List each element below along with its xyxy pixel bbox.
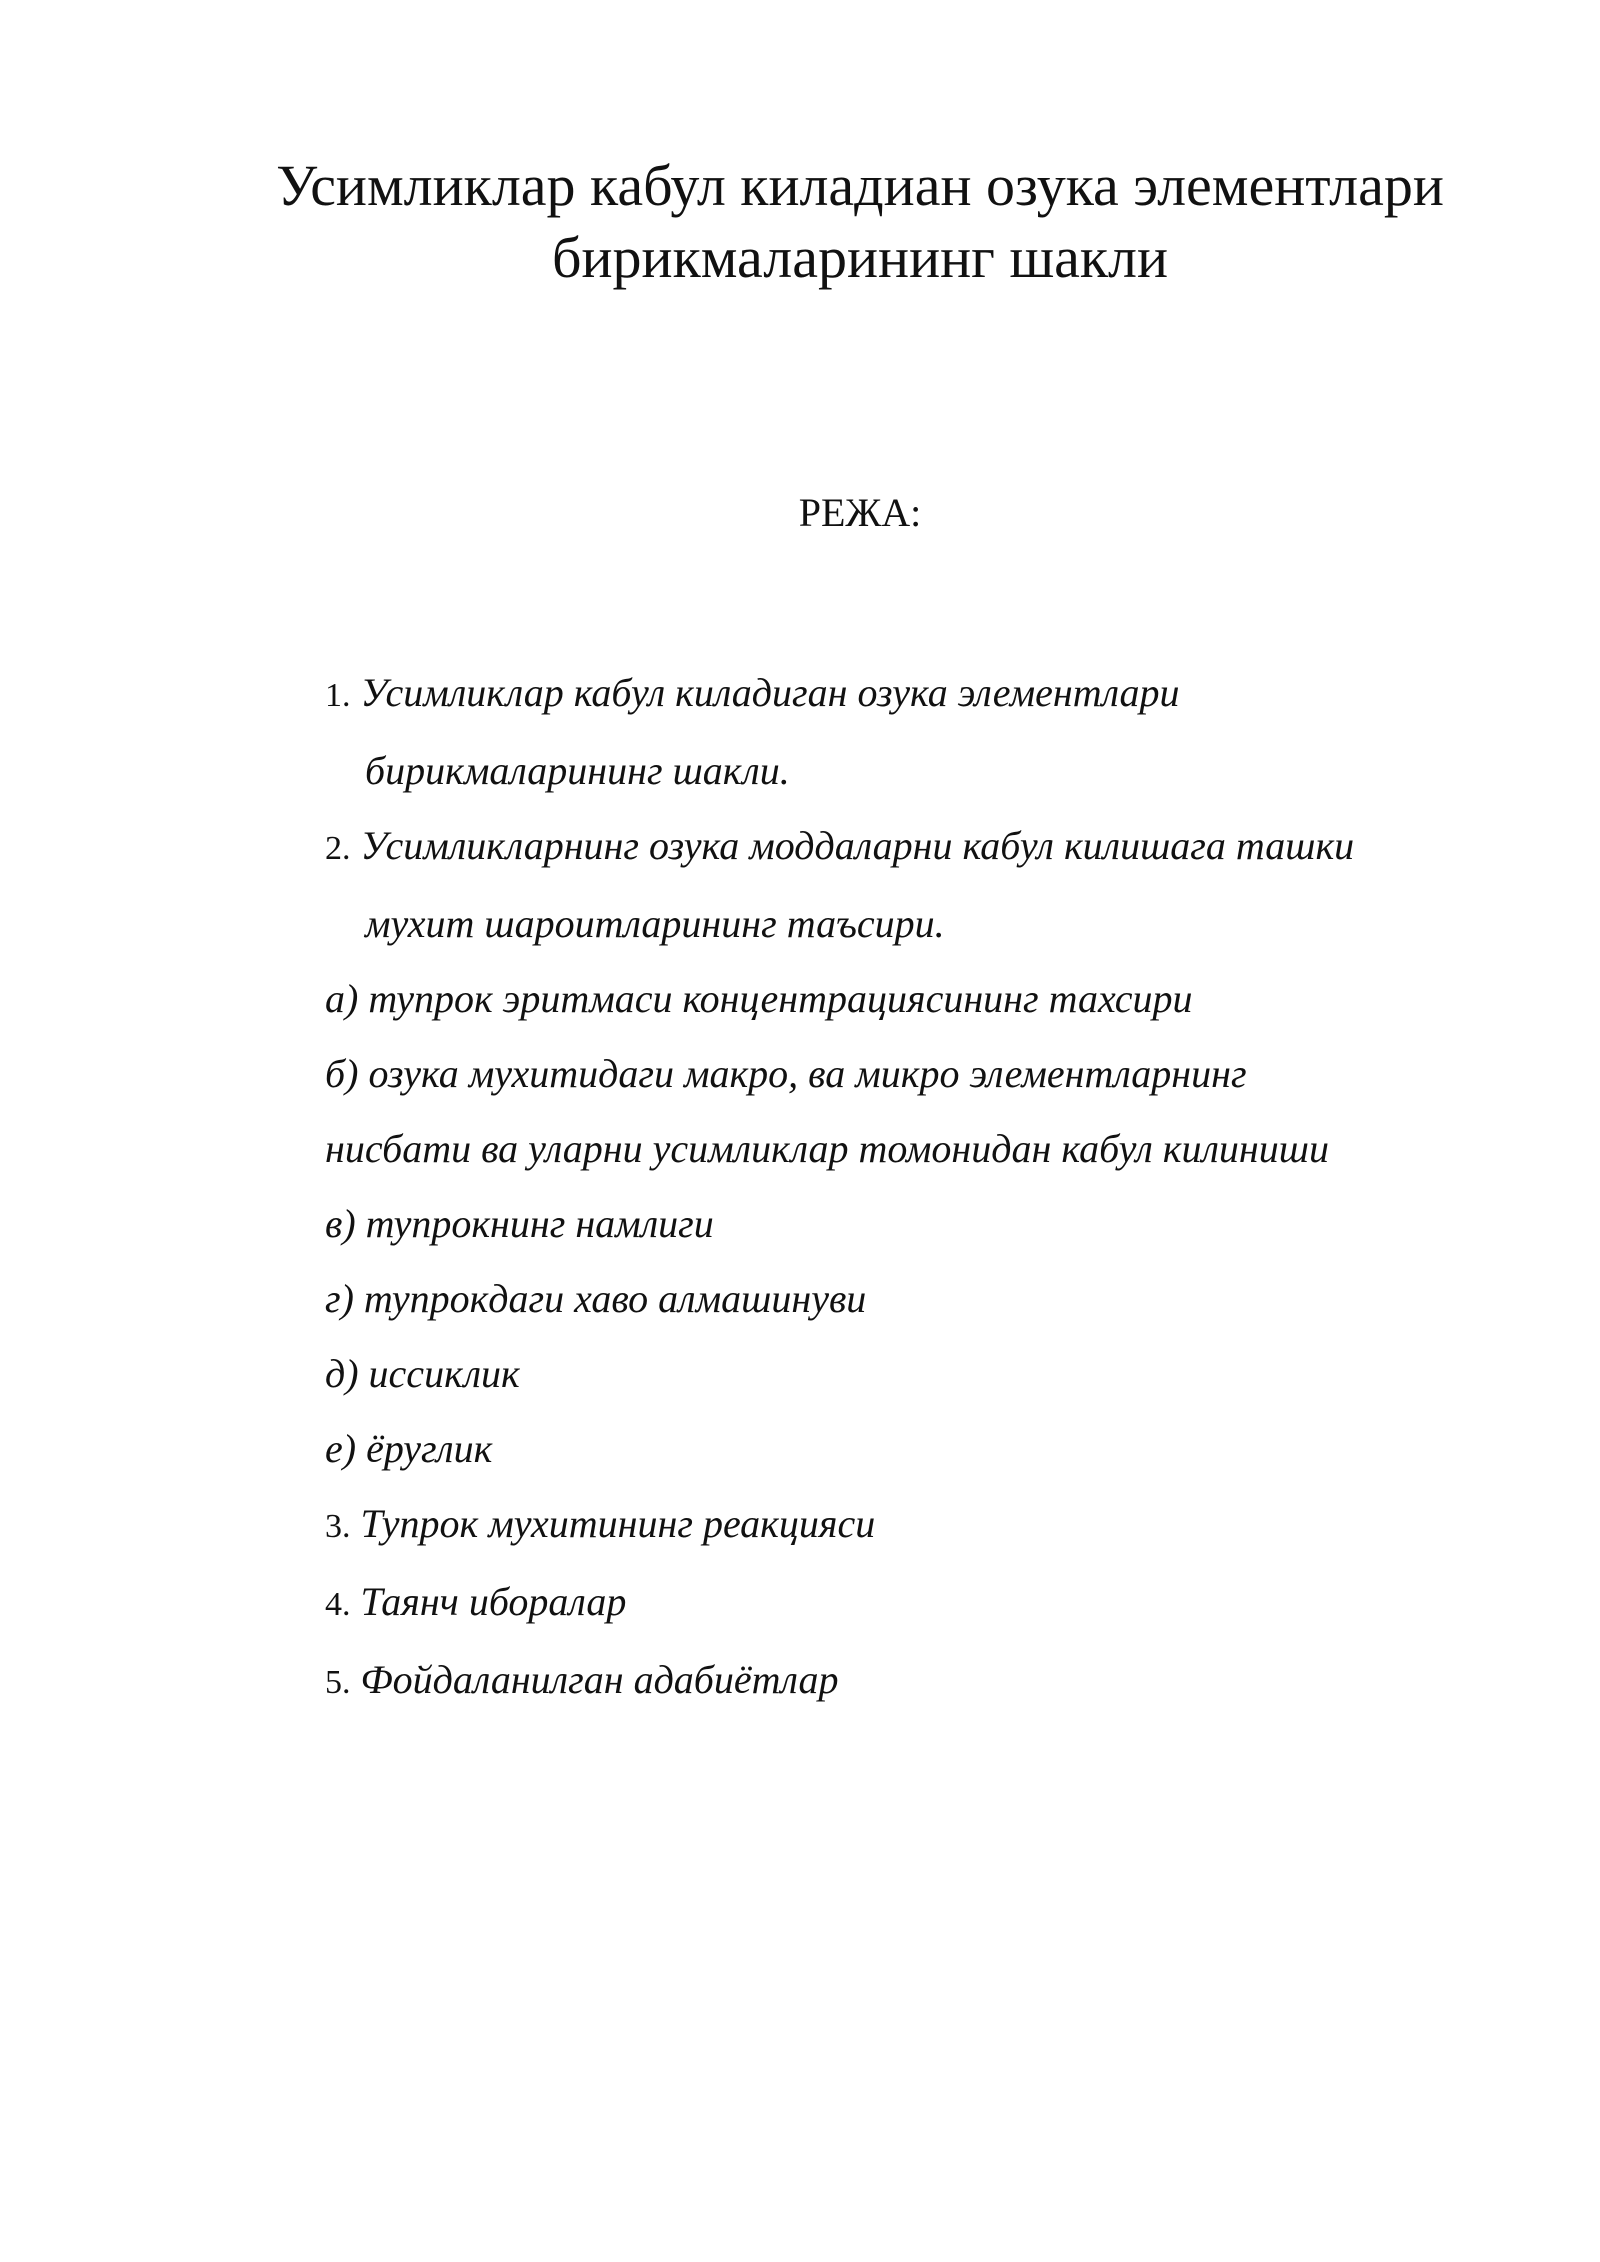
plan-subitem-g [325,1261,1525,1336]
plan-item-number: 5. [325,1664,351,1701]
plan-item-text: д) иссиклик [325,1351,520,1396]
plan-subitem-b-continuation [325,1111,1525,1186]
plan-list [325,655,1525,1720]
plan-item-text: Таянч иборалар [360,1579,627,1624]
plan-item-text: в) тупрокнинг намлиги [325,1201,714,1246]
plan-item-1 [325,655,1525,808]
plan-subitem-b [325,1036,1525,1111]
plan-item-continuation: мухит шароитларининг таъсири. [365,901,945,946]
plan-item-3 [325,1486,1525,1564]
plan-item-number: 3. [325,1508,351,1545]
plan-item-2 [325,808,1525,961]
plan-item-text: г) тупрокдаги хаво алмашинуви [325,1276,867,1321]
plan-item-text: Усимликларнинг озука моддаларни кабул килишага ташки [360,823,1355,868]
plan-subitem-e [325,1411,1525,1486]
plan-item-4 [325,1564,1525,1642]
plan-subitem-v [325,1186,1525,1261]
plan-item-text: а) тупрок эритмаси концентрациясининг тахсири [325,976,1193,1021]
title-line-2: бирикмаларининг шакли [551,225,1169,290]
plan-item-number: 2. [325,830,351,867]
plan-item-5 [325,1642,1525,1720]
plan-heading: РЕЖА: [798,490,922,535]
plan-item-text: нисбати ва уларни усимликлар томонидан кабул килиниши [325,1126,1329,1171]
plan-item-continuation: бирикмаларининг шакли. [365,748,790,793]
plan-subitem-d [325,1336,1525,1411]
plan-subitem-a [325,961,1525,1036]
plan-item-text: Тупрок мухитининг реакцияси [360,1501,876,1546]
plan-item-text: б) озука мухитидаги макро, ва микро элементларнинг [325,1051,1247,1096]
title-line-1: Усимликлар кабул киладиан озука элементлари [276,153,1444,218]
document-title [140,150,1580,294]
plan-item-text: Усимликлар кабул киладиган озука элементлари [360,670,1180,715]
plan-item-text: е) ёруглик [325,1426,493,1471]
plan-item-number: 4. [325,1586,351,1623]
plan-item-text: Фойдаланилган адабиётлар [360,1657,839,1702]
plan-item-number: 1. [325,677,351,714]
